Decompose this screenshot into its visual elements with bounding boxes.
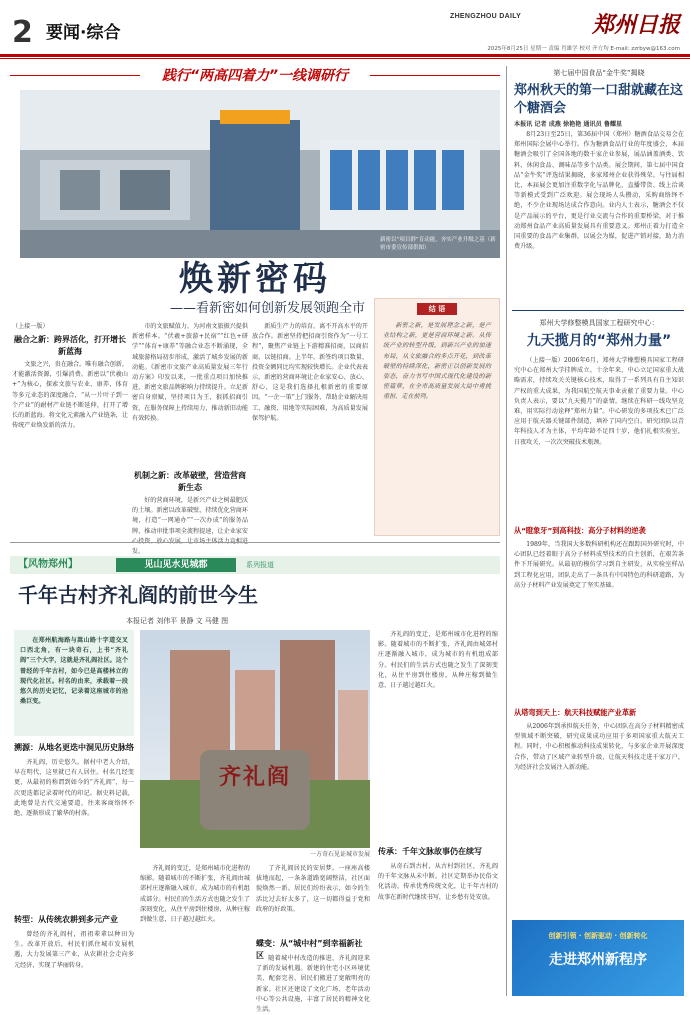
factory-photo (20, 90, 500, 258)
city-photo-art (140, 630, 370, 848)
column-divider (506, 66, 507, 996)
rock-inscription: 齐礼阎 (218, 764, 291, 790)
feature1-section1-text: 文旅之兴，贵在融合。唯有融合创新，才能激活资源，引爆消费。新密以“伏羲山+”为核心，探索文旅与农业、康养、体育等多元业态的深度融合，“从一片叶子到一个产业”的耐材产业链不断延伸，打开了增长的新蓝海。将文化元素融入产业链条，让传统产业焕发新的活力。 (12, 361, 128, 430)
photo-caption: 新密以“项目群”育动能，夯实产业升级之基（新密市委宣传部供图） (380, 237, 496, 251)
feature1-col2: 市的文旅赋值力，为河南文旅振兴提供新密样本。“伏羲+旅游+民宿”“红色+研学”“体育+康养”等融合业态不断涌现，全域旅游格局初步形成，激活了城乡发展的新动能。《新密市文旅产业高质量发展三年行动方案》印发以来，一批重点项目加快推进，新密文旅品牌影响力持续提升。立足新密自身禀赋，坚持项目为王，狠抓招商引资，在服务保障上持续用力，推动新旧动能有效转换。 (132, 323, 248, 422)
ad-banner[interactable] (512, 920, 684, 996)
section-name: 要闻·综合 (46, 23, 121, 43)
ad-line2: 走进郑州新程序 (549, 952, 647, 968)
feature1-section1-title: 融合之新：跨界活化，打开增长新蓝海 (14, 335, 126, 356)
dateline: 2025年8月25日 星期一 责编 肖雄学 校对 齐方均 E-mail: zzrbyw@163.com (487, 46, 680, 52)
feature1-subheadline: ——看新密如何创新发展领跑全市 (170, 301, 366, 316)
right2-sub2-title: 从塔弯到天上：航天科技赋能产业革新 (514, 708, 637, 717)
right1-byline: 本报讯 记者 成燕 徐艳艳 通讯员 鲁耀星 (514, 121, 623, 128)
column-title: 见山见水见城郡 (116, 558, 236, 572)
right2-text: （上接一版）2006年6月，郑州大学橡塑模具国家工程研究中心在郑州大学挂牌成立。十余年来，中心立足国家重大战略需求，持续攻关关键核心技术，取得了一系列具有自主知识产权的重大成果，为我国航空航天事业贡献了重要力量。中心负责人表示，要以“九天揽月”的豪情，继续在科研一线攻坚克难，用实际行动诠释“郑州力量”。中心研发的多项技术已广泛应用于航天器关键部件制造，填补了国内空白。研究团队以青年科技人才为主体，平均年龄不足四十岁，他们扎根实验室，日夜攻关，一次次突破技术瓶颈。 (514, 357, 684, 446)
conclusion-title: 结 语 (417, 303, 457, 315)
masthead (0, 0, 690, 58)
feature2-headline: 千年古村齐礼阎的前世今生 (18, 583, 258, 607)
feature2-sec3-text: 随着城中村改造的推进，齐礼阎迎来了新的发展机遇。新建的住宅小区环境优美、配套完善，居民们搬进了宽敞明亮的新家。社区还建设了文化广场、老年活动中心等公共设施，丰富了居民的精神文化生活。 (256, 955, 370, 1014)
feature1-section2-title: 机制之新：改革破壁，营造营商新生态 (134, 471, 246, 492)
right1-kicker: 第七届中国食品“金牛奖”揭晓 (553, 69, 645, 77)
column-banner (10, 556, 500, 574)
factory-photo-art (20, 90, 500, 258)
page-number: 2 (12, 15, 33, 50)
right1-text: 8月23日至25日，第36届中国（郑州）糖酒食品交易会在郑州国际会展中心举行。作为糖酒食品行业的年度盛会，本届糖酒会吸引了全国各地的数千家企业参展，展品涵盖酒类、饮料、休闲食品、调味品等多个品类。展会期间，第七届中国食品“金牛奖”评选结果揭晓，多家郑州企业获得殊荣。与往届相比，本届展会更加注重数字化与品牌化，直播带货、线上洽谈等新模式受到广泛欢迎。展会现场人头攒动，采购商络绎不绝，不少企业现场达成合作意向。业内人士表示，糖酒会不仅是产品展示的平台，更是行业交流与合作的重要桥梁，对于推动郑州食品产业高质量发展具有重要意义。郑州正着力打造全国重要的食品产业集群，以展会为媒，促进产销对接，助力消费升级。 (514, 131, 684, 251)
feature2-intro-box (14, 630, 134, 736)
conclusion-box (374, 298, 500, 536)
right2-sub2-text: 从2006年到承担航天任务，中心团队在高分子材料精密成型领域不断突破，研究成果成功应用于多项国家重大航天工程。同时，中心积极推动科技成果转化，与多家企业开展深度合作，带动了区域产业转型升级，让航天科技走进千家万户，为经济社会发展注入新动能。 (514, 723, 684, 771)
feature2-byline: 本报记者 刘伟平 景静 文 马健 图 (126, 617, 229, 625)
right1-headline: 郑州秋天的第一口甜就藏在这个糖酒会 (514, 83, 684, 116)
feature1-section2-text: 好的营商环境，是新兴产业之树最肥沃的土壤。新密以改革破壁，持续优化营商环境，打造“一网通办”“一次办成”的服务品牌，推动审批事项全流程提速，让企业家安 发。 (132, 497, 248, 556)
feature1-col3: 新质生产力的培育，离不开高水平的开放合作。新密坚持把招商引资作为“一号工程”，聚焦产业链上下游精准招商，以商招商，以链招商。上半年，新签约项目数量、投资金额同比均实现较快增长。企业代表表示，新密的营商环境让企业家安心、放心、舒心，这是我们选择扎根新密的重要原因。“一企一策”上门服务，帮助企业解决用工、融资、用地等实际困难，为高质量发展保驾护航。 (252, 323, 368, 422)
paper-name-cn: 郑州日报 (591, 12, 680, 38)
feature1-headline: 焕新密码 (179, 259, 331, 299)
column-tag: 【风物郑州】 (18, 559, 78, 570)
right2-kicker: 郑州大学修整模具国家工程研究中心： (539, 319, 659, 327)
right-divider (512, 310, 684, 311)
feature2-intro: 在郑州航海路与嵩山路十字道交叉口西北角，有一块奇石，上书“齐礼阎”三个大字，这就是齐礼阎社区。这个曾经的千年古村，如今已是高楼林立的现代化社区。村名的由来，承载着一段悠久的历史记忆，记录着这座城市的沧桑巨变。 (20, 637, 128, 706)
city-photo-caption: 一方奇石见证城市发展 (309, 851, 370, 858)
feature2-sec4-text: 从奇石到古村，从古村到社区，齐礼阎的千年文脉从未中断。社区定期举办民俗文化活动，传承优秀传统文化，让千年古村的故事在新时代继续书写，让乡愁有处安放。 (378, 863, 498, 901)
feature2-col4-text: 齐礼阎的变迁，是郑州城市化进程的缩影。随着城市的不断扩张，齐礼阎由城郊村庄逐渐融入城市，成为城市的有机组成部分。村民们的生活方式也随之发生了深刻变化，从住平房到住楼房，从种庄稼到做生意，日子越过越红火。 (378, 631, 498, 690)
right2-sub1-text: 1989年，当我国大多数科研机构还在跟踪国外研究时，中心团队已经着眼于高分子材料成型技术的自主创新，在艰苦条件下开展研究。从最初的模仿学习到自主研发，从实验室样品到工程化应用，团队走出了一条具有中国特色的科研道路，为高分子材料产业发展奠定了坚实基础。 (514, 541, 684, 589)
conclusion-text: 新密之新，是发展理念之新，是产业结构之新，更是营商环境之新。从传统产业的转型升级，到新兴产业的加速布局，从文旅融合的多点开花，到改革破壁的持续深化，新密正以创新发展的姿态，奋力书写中国式现代化建设的新密篇章，在全市高质量发展大局中勇挑重担、走在前列。 (383, 322, 491, 401)
feature2-sec2-title: 转型：从传统农耕到多元产业 (14, 915, 118, 924)
column-note: 系列报道 (246, 561, 274, 569)
paper-name-en: ZHENGZHOU DAILY (450, 13, 522, 20)
feature2-sec3-title: 蝶变：从“城中村”到幸福新社区 (256, 939, 363, 960)
banner (10, 66, 500, 86)
banner-title: 践行“两高四着力”一线调研行 (140, 66, 370, 86)
city-photo (140, 630, 370, 848)
ad-line1: 创新引领 · 创新驱动 · 创新转化 (548, 932, 648, 940)
feature2-sec2-text: 曾经的齐礼阎村，祖祖辈辈以种田为生。改革开放后，村民们抓住城市发展机遇，大力发展第三产业，从农耕社会走向多元经济，实现了华丽转身。 (14, 931, 134, 969)
feature2-sec1-text: 齐礼阎，历史悠久。据村中老人介绍，早在明代，这里就已有人居住。村名几经变更，从最初的称谓到如今的“齐礼阎”，每一次更迭都记录着时代的印记。据史料记载，此地曾是古代交通要道，往来客商络绎不绝，逐渐形成了繁华的村落。 (14, 759, 134, 818)
feature2-sec1-title: 溯源：从地名更迭中洞见历史脉络 (14, 743, 134, 752)
feature2-col3-text: 了齐礼阎居民的安居梦。一座座高楼拔地而起，一条条道路宽阔整洁，社区面貌焕然一新。居民们纷纷表示，如今的生活比过去好太多了，这一切都得益于党和政府的好政策。 (256, 865, 370, 913)
masthead-rule-thin (0, 58, 690, 59)
feature2-col2-text: 齐礼阎的变迁，是郑州城市化进程的缩影。随着城市的不断扩张，齐礼阎由城郊村庄逐渐融入城市，成为城市的有机组成部分。村民们的生活方式也随之发生了深刻变化，从住平房到住楼房，从种庄稼到做生意，日子越过越红火。 (140, 865, 250, 924)
section-divider (10, 542, 500, 543)
feature2-sec4-title: 传承：千年文脉故事仍在续写 (378, 847, 482, 856)
feature1-kicker: （上接一版） (12, 323, 49, 330)
masthead-rule (0, 54, 690, 57)
right2-headline: 九天揽月的“郑州力量” (526, 333, 672, 349)
right2-sub1-title: 从“瞪象牙”到高科技：高分子材料的逆袭 (514, 526, 646, 535)
